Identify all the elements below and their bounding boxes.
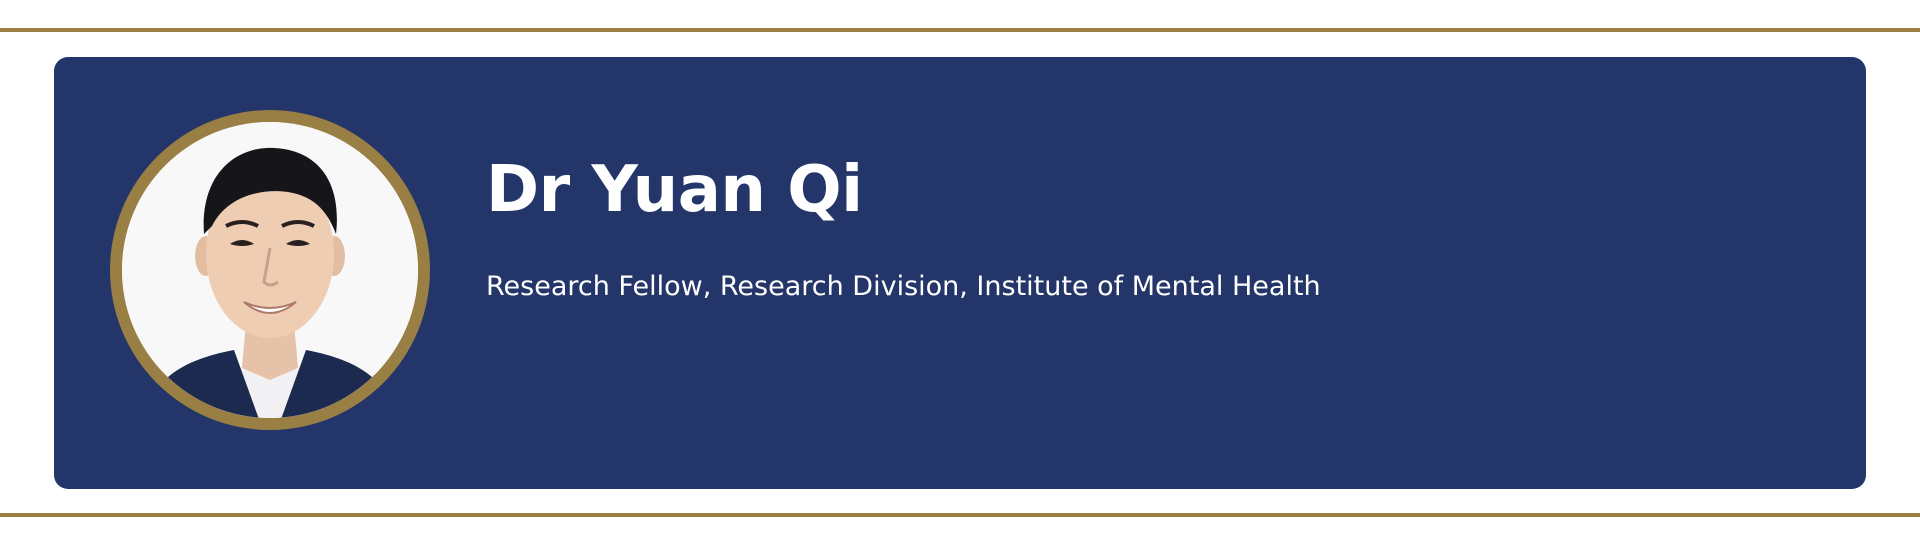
profile-card [54, 57, 1866, 489]
top-divider [0, 28, 1920, 32]
profile-name: Dr Yuan Qi [486, 153, 863, 227]
bottom-divider [0, 513, 1920, 517]
person-portrait-icon [122, 122, 418, 418]
profile-title: Research Fellow, Research Division, Institute of Mental Health [486, 271, 1321, 302]
avatar [122, 122, 418, 418]
avatar-frame [110, 110, 430, 430]
